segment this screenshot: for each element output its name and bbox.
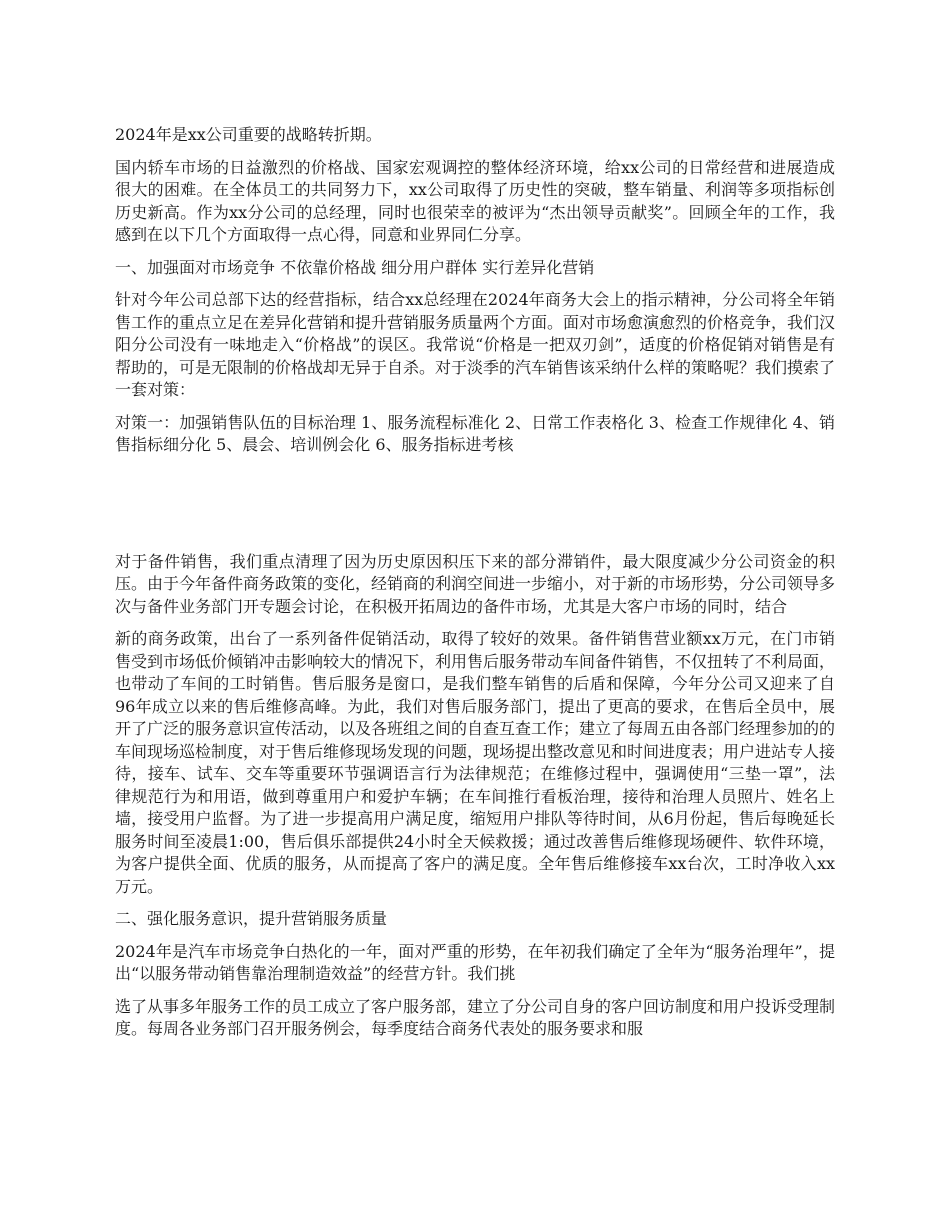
section-heading-two: 二、强化服务意识，提升营销服务质量 xyxy=(115,909,388,928)
blank-gap xyxy=(115,467,835,551)
after-sales-paragraph: 新的商务政策，出台了一系列备件促销活动，取得了较好的效果。备件销售营业额xx万元，在门市销售受到市场低价倾销冲击影响较大的情况下，利用售后服务带动车间备件销售，不仅扭转了不利局面，也带动了车间的工时销售。售后服务是窗口，是我们整车销售的后盾和保障，今年分公司又迎来了自96年成立以来的售后维修高峰。为此，我们对售后服务部门，提出了更高的要求，在售后全员中，展开了广泛的服务意识宣传活动，以及各班组之间的自查互查工作；建立了每周五由各部门经理参加的的车间现场巡检制度，对于售后维修现场发现的问题，现场提出整改意见和时间进度表；用户进站专人接待，接车、试车、交车等重要环节强调语言行为法律规范；在维修过程中，强调使用“三垫一罩”，法律规范行为和用语，做到尊重用户和爱护车辆；在车间推行看板治理，接待和治理人员照片、姓名上墙，接受用户监督。为了进一步提高用户满足度，缩短用户排队等待时间，从6月份起，售后每晚延长服务时间至凌晨1:00，售后俱乐部提供24小时全天候救援；通过改善售后维修现场硬件、软件环境，为客户提供全面、优质的服务，从而提高了客户的满足度。全年售后维修接车xx台次，工时净收入xx万元。 xyxy=(115,629,836,896)
section-heading-one: 一、加强面对市场竞争 不依靠价格战 细分用户群体 实行差异化营销 xyxy=(115,257,595,277)
spare-parts-paragraph: 对于备件销售，我们重点清理了因为历史原因积压下来的部分滞销件，最大限度减少分公司资金的积压。由于今年备件商务政策的变化，经销商的利润空间进一步缩小，对于新的市场形势，分公司领导多次与备件业务部门开专题会讨论，在积极开拓周边的备件市场，尤其是大客户市场的同时，结合 xyxy=(115,551,836,616)
document-page xyxy=(115,124,835,1051)
market-overview-paragraph: 国内轿车市场的日益激烈的价格战、国家宏观调控的整体经济环境，给xx公司的日常经营和进展造成很大的困难。在全体员工的共同努力下，xx公司取得了历史性的突破，整车销量、利润等多项指标创历史新高。作为xx分公司的总经理，同时也很荣幸的被评为“杰出领导贡献奖”。回顾全年的工作，我感到在以下几个方面取得一点心得，同意和业界同仁分享。 xyxy=(115,157,835,244)
sales-strategy-paragraph: 针对今年公司总部下达的经营指标，结合xx总经理在2024年商务大会上的指示精神，分公司将全年销售工作的重点立足在差异化营销和提升营销服务质量两个方面。面对市场愈演愈烈的价格竞争，我们汉阳分公司没有一味地走入“价格战”的误区。我常说“价格是一把双刃剑”，适度的价格促销对销售是有帮助的，可是无限制的价格战却无异于自杀。对于淡季的汽车销售该采纳什么样的策略呢？我们摸索了一套对策： xyxy=(115,290,836,399)
intro-paragraph: 2024年是xx公司重要的战略转折期。 xyxy=(115,125,382,144)
service-year-paragraph: 2024年是汽车市场竞争白热化的一年，面对严重的形势，在年初我们确定了全年为“服务治理年”，提出“以服务带动销售靠治理制造效益”的经营方针。我们挑 xyxy=(115,941,835,983)
countermeasure-paragraph: 对策一：加强销售队伍的目标治理 1、服务流程标准化 2、日常工作表格化 3、检查工作规律化 4、销售指标细分化 5、晨会、培训例会化 6、服务指标进考核 xyxy=(115,412,835,454)
customer-service-paragraph: 选了从事多年服务工作的员工成立了客户服务部，建立了分公司自身的客户回访制度和用户投诉受理制度。每周各业务部门召开服务例会，每季度结合商务代表处的服务要求和服 xyxy=(115,996,836,1038)
